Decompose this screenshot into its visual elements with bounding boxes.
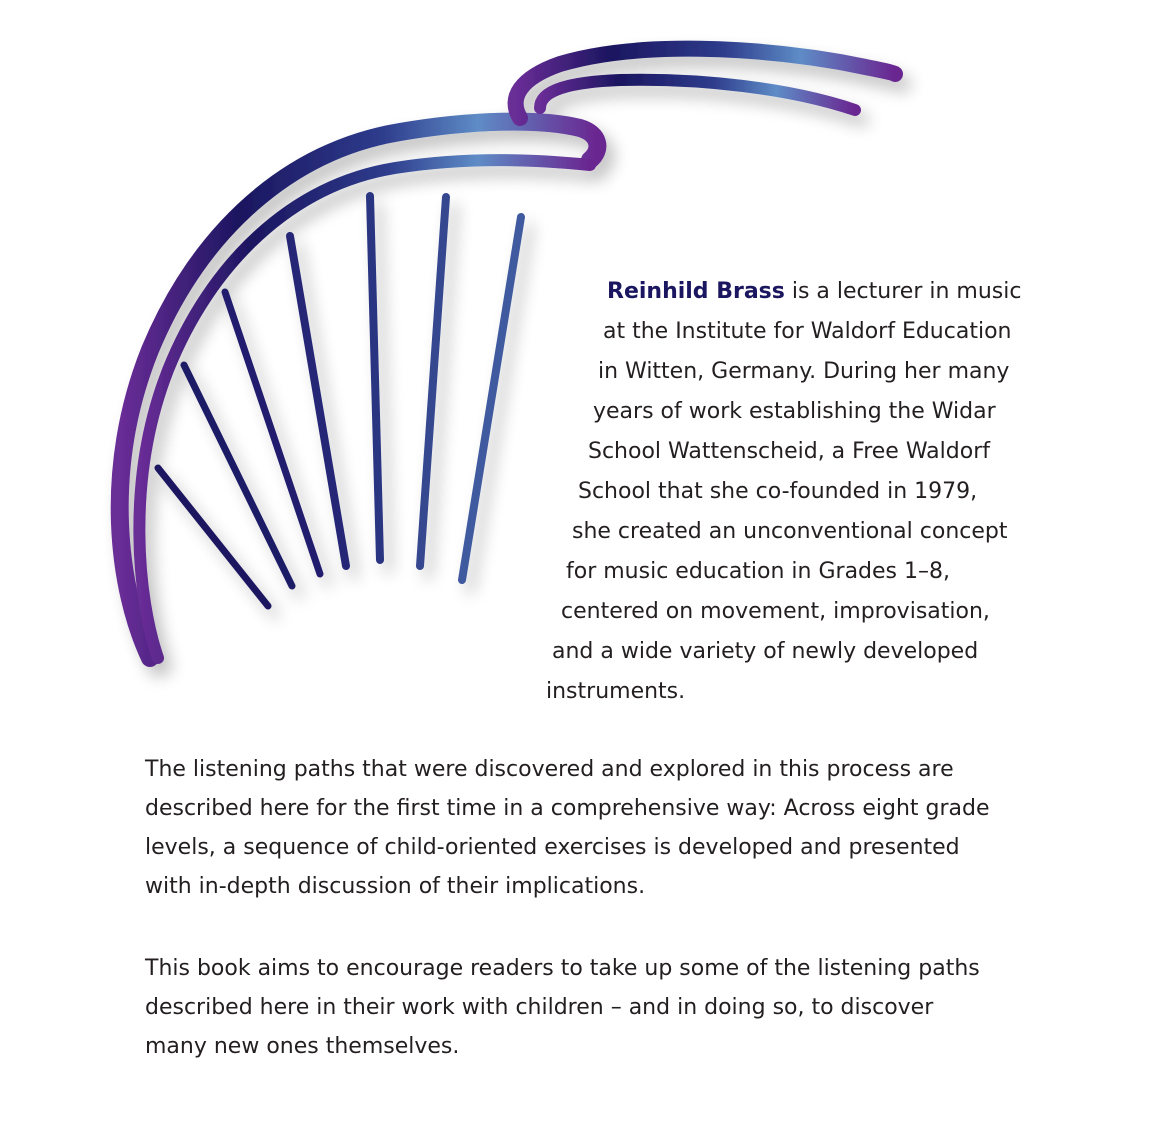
paragraph-line: This book aims to encourage readers to take up some of the listening paths xyxy=(145,956,980,981)
body-paragraph xyxy=(145,949,1065,1066)
author-name: Reinhild Brass xyxy=(607,279,785,304)
bio-line: years of work establishing the Widar xyxy=(593,399,996,424)
harp-string xyxy=(370,196,380,560)
bio-line: in Witten, Germany. During her many xyxy=(598,359,1010,384)
bio-line: and a wide variety of newly developed xyxy=(552,639,979,664)
paragraph-line: The listening paths that were discovered and explored in this process are xyxy=(145,757,954,782)
harp-string xyxy=(158,468,268,606)
bio-line: Reinhild Brass is a lecturer in music xyxy=(607,279,1022,304)
author-bio xyxy=(520,272,1080,712)
bio-line: she created an unconventional concept xyxy=(572,519,1008,544)
harp-string xyxy=(184,365,292,586)
paragraph-line: levels, a sequence of child-oriented exercises is developed and presented xyxy=(145,835,960,860)
harp-string xyxy=(462,217,521,580)
body-paragraph xyxy=(145,750,1065,906)
bio-line: centered on movement, improvisation, xyxy=(561,599,990,624)
bio-line: for music education in Grades 1–8, xyxy=(566,559,951,584)
paragraph-line: many new ones themselves. xyxy=(145,1034,460,1059)
bio-line: School that she co-founded in 1979, xyxy=(578,479,978,504)
paragraph-line: with in-depth discussion of their implications. xyxy=(145,874,646,899)
bio-line: instruments. xyxy=(546,679,686,704)
paragraph-line: described here for the first time in a comprehensive way: Across eight grade xyxy=(145,796,990,821)
paragraph-line: described here in their work with children – and in doing so, to discover xyxy=(145,995,934,1020)
bio-line: at the Institute for Waldorf Education xyxy=(603,319,1012,344)
harp-string xyxy=(420,197,446,566)
bio-line: School Wattenscheid, a Free Waldorf xyxy=(588,439,990,464)
